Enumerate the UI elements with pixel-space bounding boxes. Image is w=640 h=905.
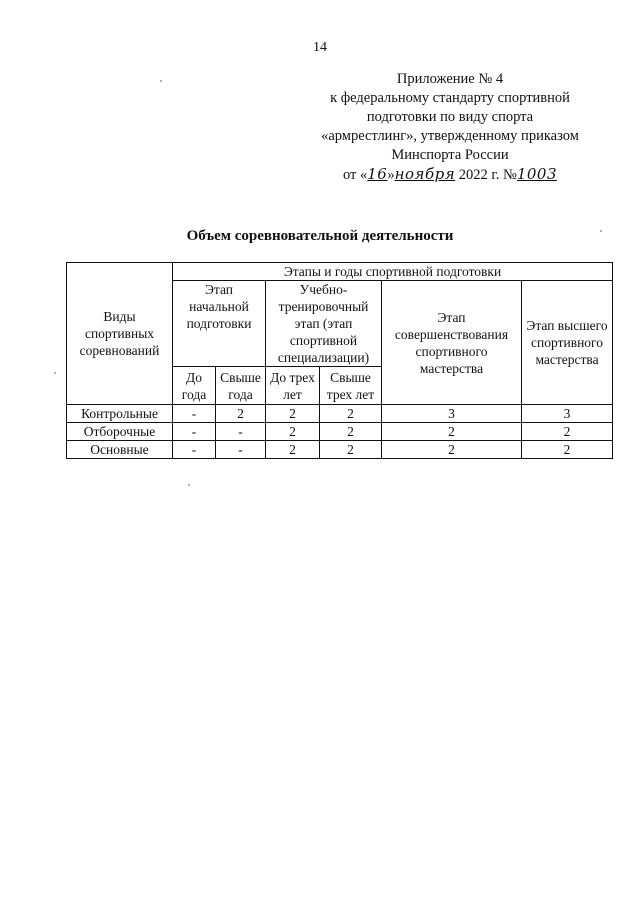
table-cell: 2: [320, 405, 382, 423]
table-row: [67, 423, 613, 441]
appendix-line-5: Минспорта России: [391, 147, 509, 163]
table-cell: -: [173, 423, 216, 441]
table-cell: 2: [382, 423, 522, 441]
order-number: 1003: [516, 165, 557, 183]
table-cell: 2: [266, 405, 320, 423]
stage-training: Учебно-тренировочный этап (этап спортивной специализации): [266, 281, 382, 367]
date-prefix: от «: [342, 167, 368, 183]
sub-header-over-three-years: Свыше трех лет: [320, 367, 382, 405]
appendix-line-3: подготовки по виду спорта: [366, 109, 534, 125]
date-day: 16: [367, 165, 388, 183]
date-year: 2022 г. №: [458, 167, 517, 183]
row-label: Основные: [67, 441, 173, 459]
table-cell: 2: [522, 441, 613, 459]
table-cell: -: [216, 423, 266, 441]
table-cell: 2: [216, 405, 266, 423]
sub-header-over-year: Свыше года: [216, 367, 266, 405]
appendix-title: Приложение № 4: [396, 71, 504, 87]
table-cell: 3: [522, 405, 613, 423]
table-row: [67, 405, 613, 423]
scan-speck: [600, 230, 602, 232]
sub-header-up-to-year: До года: [173, 367, 216, 405]
col-header-competition-types: Виды спортивных соревнований: [67, 263, 173, 405]
table-cell: 2: [320, 441, 382, 459]
table-cell: 2: [320, 423, 382, 441]
table-cell: -: [173, 405, 216, 423]
page-title: Объем соревновательной деятельности: [186, 228, 454, 244]
scan-speck: [160, 80, 162, 82]
table-cell: -: [173, 441, 216, 459]
date-month: ноября: [394, 165, 456, 183]
row-label: Отборочные: [67, 423, 173, 441]
appendix-line-2: к федеральному стандарту спортивной: [330, 90, 570, 106]
stage-higher-mastery: Этап высшего спортивного мастерства: [522, 281, 613, 405]
table-cell: 3: [382, 405, 522, 423]
stage-initial: Этап начальной подготовки: [173, 281, 266, 367]
table-cell: -: [216, 441, 266, 459]
row-label: Контрольные: [67, 405, 173, 423]
date-mid: »: [387, 167, 395, 183]
sub-header-up-to-three-years: До трех лет: [266, 367, 320, 405]
appendix-header: [290, 70, 610, 185]
table-row: [67, 441, 613, 459]
table-cell: 2: [266, 441, 320, 459]
table-cell: 2: [266, 423, 320, 441]
stage-improvement: Этап совершенствования спортивного мастерства: [382, 281, 522, 405]
scan-speck: [54, 372, 56, 374]
competition-volume-table: [66, 262, 613, 459]
table-cell: 2: [382, 441, 522, 459]
appendix-line-4: «армрестлинг», утвержденному приказом: [321, 128, 579, 144]
group-header-stages: Этапы и годы спортивной подготовки: [173, 263, 613, 281]
table-cell: 2: [522, 423, 613, 441]
page-number: 14: [313, 40, 327, 55]
scan-speck: [188, 484, 190, 486]
appendix-date-line: [290, 165, 610, 185]
